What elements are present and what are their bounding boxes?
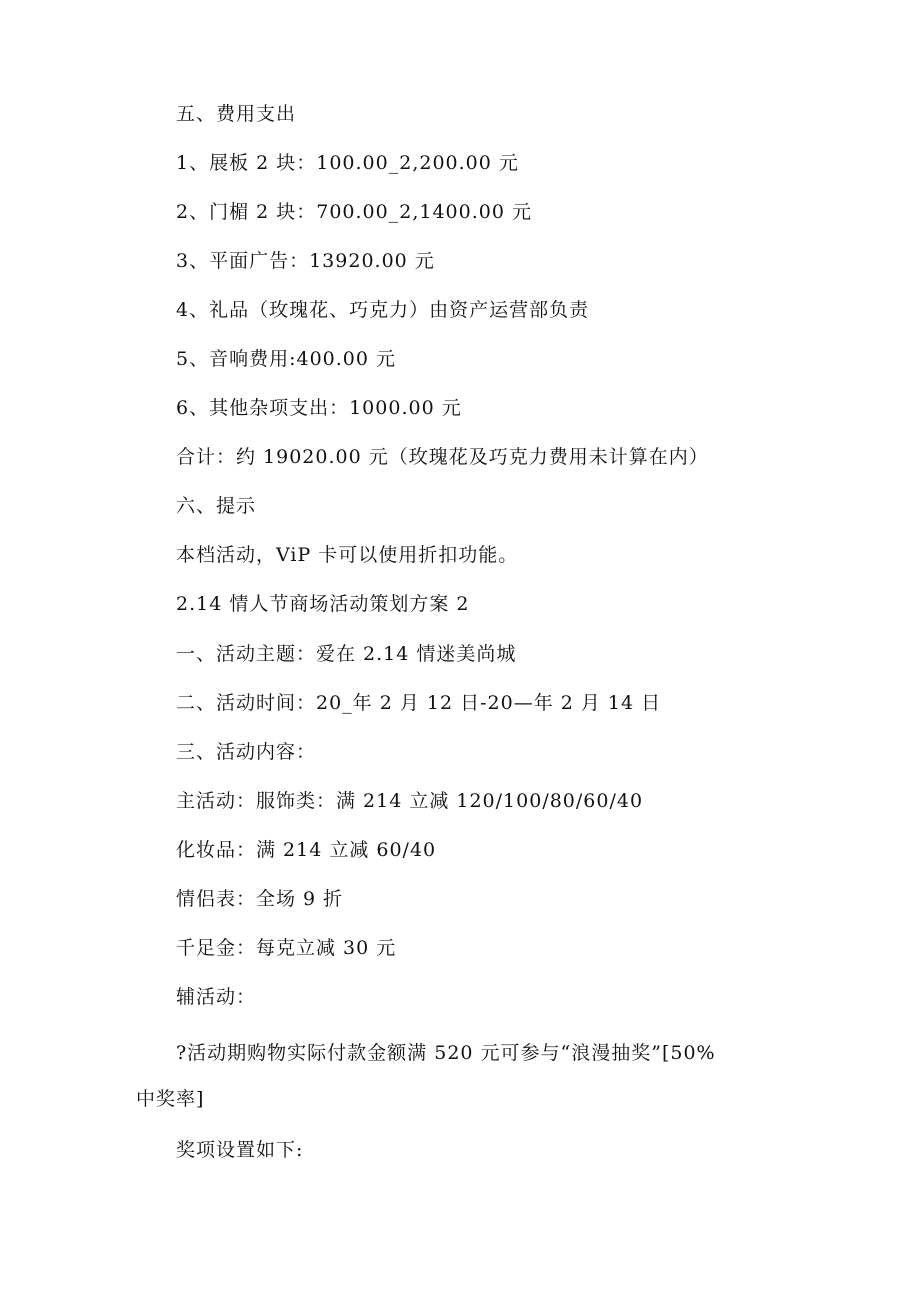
main-activity-apparel: 主活动：服饰类：满 214 立减 120/100/80/60/40 xyxy=(176,790,644,812)
expense-item-5: 5、音响费用:400.00 元 xyxy=(176,348,397,370)
plan-title: 2.14 情人节商场活动策划方案 2 xyxy=(176,593,470,615)
expense-item-3: 3、平面广告：13920.00 元 xyxy=(176,250,435,272)
activity-theme: 一、活动主题：爱在 2.14 情迷美尚城 xyxy=(176,643,517,665)
activity-time: 二、活动时间：20_年 2 月 12 日-20—年 2 月 14 日 xyxy=(176,692,662,714)
lottery-rule-line-2: 中奖率] xyxy=(136,1088,205,1110)
expense-item-4: 4、礼品（玫瑰花、巧克力）由资产运营部负责 xyxy=(176,299,590,321)
section-heading-expenses: 五、费用支出 xyxy=(176,103,297,125)
expense-item-6: 6、其他杂项支出：1000.00 元 xyxy=(176,397,462,419)
expense-item-2: 2、门楣 2 块：700.00_2,1400.00 元 xyxy=(176,201,532,223)
activity-content-heading: 三、活动内容： xyxy=(176,741,317,763)
couple-watch-offer: 情侣表：全场 9 折 xyxy=(176,888,344,910)
gold-offer: 千足金：每克立减 30 元 xyxy=(176,937,397,959)
expense-item-1: 1、展板 2 块：100.00_2,200.00 元 xyxy=(176,152,519,174)
cosmetics-offer: 化妆品：满 214 立减 60/40 xyxy=(176,839,437,861)
expense-total: 合计：约 19020.00 元（玫瑰花及巧克力费用未计算在内） xyxy=(176,446,709,468)
lottery-rule-line-1: ?活动期购物实际付款金额满 520 元可参与“浪漫抽奖”[50% xyxy=(176,1042,716,1064)
section-heading-tips: 六、提示 xyxy=(176,495,257,517)
secondary-activity-heading: 辅活动： xyxy=(176,986,257,1008)
prize-setup-heading: 奖项设置如下: xyxy=(176,1139,304,1161)
tip-text: 本档活动，ViP 卡可以使用折扣功能。 xyxy=(176,544,519,566)
